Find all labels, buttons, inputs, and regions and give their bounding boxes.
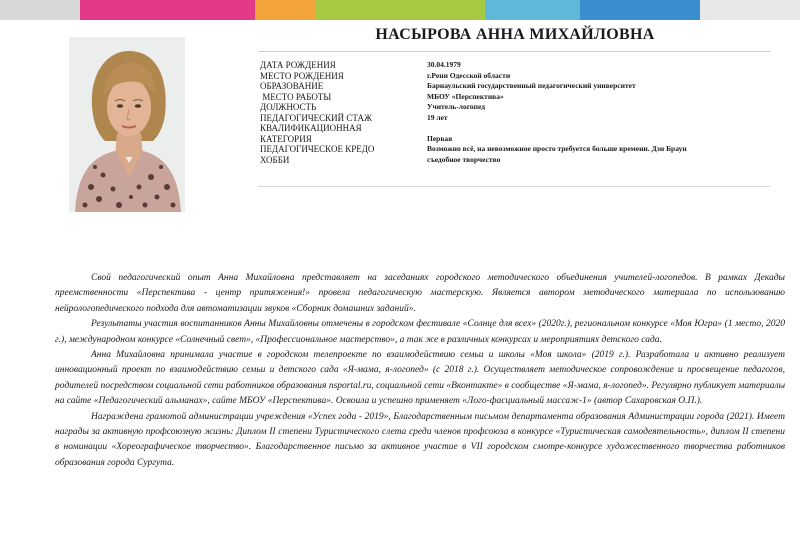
detail-row-qualification bbox=[260, 123, 770, 134]
detail-label: ДАТА РОЖДЕНИЯ bbox=[260, 60, 336, 70]
decorative-color-stripe bbox=[0, 0, 800, 20]
biography-paragraph: Награждена грамотой администрации учреждения «Успех года - 2019», Благодарственным письмом департамента образования Администрации города (2021). Имеет награды за активную профсоюзную жизнь: Диплом II степени Туристического слета среди членов профсоюза в конкурсе «Туристическая самодеятельность», диплом II степени в номинации «Хореографическое творчество». Благодарственное письмо за активное участие в VII городском смотре-конкурсе художественного творчества работников образования города Сургута. bbox=[55, 411, 785, 468]
detail-label: ХОББИ bbox=[260, 154, 290, 165]
detail-label: ОБРАЗОВАНИЕ bbox=[260, 81, 324, 91]
detail-value: 30.04.1979 bbox=[427, 60, 461, 69]
detail-row-experience bbox=[260, 113, 770, 124]
detail-row-birth-date bbox=[260, 60, 770, 71]
detail-row-workplace bbox=[260, 92, 770, 103]
detail-row-category bbox=[260, 134, 770, 145]
stripe-segment bbox=[580, 0, 700, 20]
detail-row-education bbox=[260, 81, 770, 92]
biography-paragraph: Свой педагогический опыт Анна Михайловна представляет на заседаниях городского методического объединения учителей-логопедов. В рамках Декады преемственности «Перспектива - центр притяжения!» провела педагогическую мастерскую. Является автором методического материала по использованию нейрологопедического подхода для автоматизации звуков «Сборник домашних заданий». bbox=[55, 273, 785, 314]
detail-value: съедобное творчество bbox=[427, 154, 501, 164]
detail-label: КВАЛИФИКАЦИОННАЯ bbox=[260, 123, 362, 133]
detail-value: Учитель-логопед bbox=[427, 102, 486, 111]
divider bbox=[258, 51, 770, 52]
detail-row-credo bbox=[260, 144, 770, 155]
detail-value: 19 лет bbox=[427, 112, 448, 122]
detail-label: ДОЛЖНОСТЬ bbox=[260, 102, 317, 112]
detail-value: Возможно всё, на невозможное просто требуется больше времени. Дэн Браун bbox=[427, 144, 687, 153]
stripe-segment bbox=[0, 0, 80, 20]
profile-details bbox=[260, 60, 770, 165]
biography-paragraph: Результаты участия воспитанников Анны Михайловны отмечены в городском фестивале «Солнце для всех» (2020г.), региональном конкурсе «Моя Югра» (1 место, 2020 г.), международном конкурсе «Солнечный свет», «Профессиональное мастерство», а так же в различных конкурсах и мероприятиях детского сада. bbox=[55, 319, 785, 345]
detail-label: ПЕДАГОГИЧЕСКОЕ КРЕДО bbox=[260, 144, 375, 154]
detail-value: МБОУ «Перспектива» bbox=[427, 91, 504, 101]
divider bbox=[258, 186, 770, 187]
stripe-segment bbox=[315, 0, 485, 20]
detail-row-position bbox=[260, 102, 770, 113]
detail-label: МЕСТО РОЖДЕНИЯ bbox=[260, 70, 344, 81]
stripe-segment bbox=[80, 0, 255, 20]
detail-row-birth-place bbox=[260, 71, 770, 82]
stripe-segment bbox=[255, 0, 315, 20]
detail-label: КАТЕГОРИЯ bbox=[260, 133, 312, 144]
detail-label: ПЕДАГОГИЧЕСКИЙ СТАЖ bbox=[260, 112, 373, 123]
detail-value: г.Рени Одесской области bbox=[427, 70, 511, 80]
stripe-segment bbox=[700, 0, 800, 20]
biography-text bbox=[55, 271, 785, 471]
detail-value: Барнаульский государственный педагогический университет bbox=[427, 81, 636, 90]
biography-paragraph: Анна Михайловна принимала участие в городском телепроекте по взаимодействию семьи и школы «Моя школа» (2019 г.). Разработала и активно реализует инновационный проект по взаимодействию семьи и детского сада «Я-мама, я-логопед» (с 2018 г.). Осуществляет методическое сопровождение и просвещение педагогов, родителей посредством социальной сети работников образования nsportal.ru, социальной сети «Вконтакте» в сообществе «Я-мама, я-логопед». Регулярно публикует материалы на сайте «Педагогический альманах», сайте МБОУ «Перспектива». Освоила и успешно применяет «Лого-фасциальный массаж-1» (автор Сахаровская О.П.). bbox=[55, 350, 785, 407]
detail-value: Первая bbox=[427, 133, 453, 143]
detail-row-hobby bbox=[260, 155, 770, 166]
stripe-segment bbox=[485, 0, 580, 20]
portrait-photo bbox=[69, 37, 185, 212]
detail-label: МЕСТО РАБОТЫ bbox=[260, 91, 332, 102]
portrait-illustration bbox=[69, 37, 185, 212]
person-name: НАСЫРОВА АННА МИХАЙЛОВНА bbox=[375, 26, 655, 43]
